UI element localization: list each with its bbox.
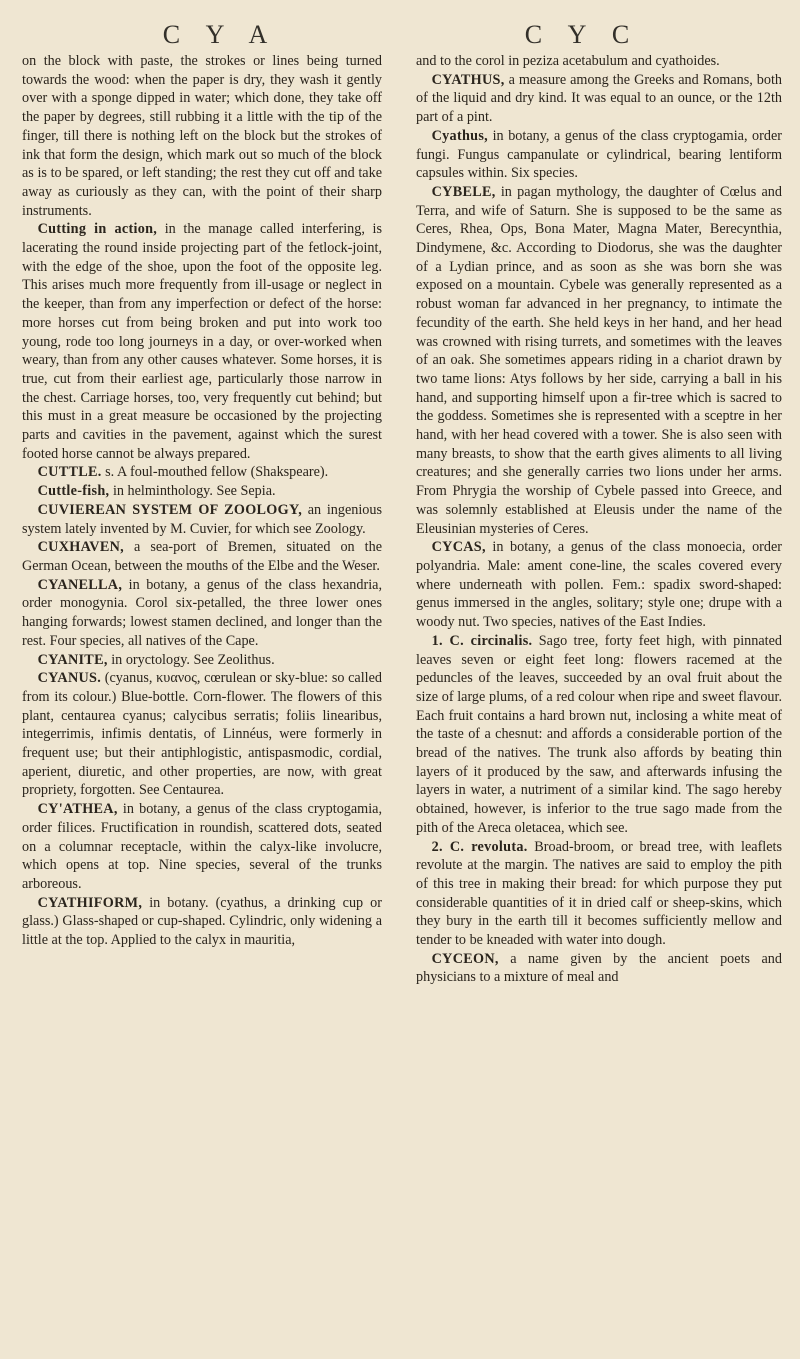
entry-headword: Cuttle-fish, — [37, 483, 110, 500]
entry-headword: CYATHIFORM, — [37, 894, 143, 911]
entry-headword: CY'ATHEA, — [37, 801, 118, 818]
entry-headword: CUXHAVEN, — [37, 539, 124, 556]
entry-paragraph — [22, 501, 382, 538]
entry-text: in botany, a genus of the class cryptogamia, order fungi. Fungus campanulate or cylindrical, bearing lentiform capsules within. Six species. — [416, 127, 782, 182]
entry-text: in botany. (cyathus, a drinking cup or glass.) Glass-shaped or cup-shaped. Cylindric, only widening a little at the top. Applied to the calyx in mauritia, — [22, 894, 382, 949]
entry-text: in helminthology. See Sepia. — [109, 483, 276, 500]
entry-headword: CYCAS, — [431, 539, 486, 556]
entry-headword: CYBELE, — [431, 183, 496, 200]
entry-text: a sea-port of Bremen, situated on the German Ocean, between the mouths of the Elbe and the Weser. — [22, 539, 382, 574]
entry-headword: 2. C. revoluta. — [431, 838, 528, 855]
entry-paragraph — [22, 800, 382, 894]
entry-headword: CYANITE, — [37, 651, 108, 668]
entry-headword: Cyathus, — [431, 127, 489, 144]
left-column — [22, 52, 382, 950]
entry-paragraph — [416, 71, 782, 127]
entry-headword: CYANUS. — [37, 670, 102, 687]
entry-paragraph — [22, 894, 382, 950]
entry-headword: CYATHUS, — [431, 71, 505, 88]
entry-paragraph — [22, 669, 382, 800]
entry-headword: CUTTLE. — [37, 464, 102, 481]
entry-paragraph — [22, 651, 382, 670]
entry-text: in botany, a genus of the class monoecia, order polyandria. Male: ament cone-line, the scales covered every where underneath with pollen. Fem.: spadix sword-shaped: genus immersed in the angles, solitary; style one; drupe with a woody nut. Two species, natives of the East Indies. — [416, 539, 782, 631]
entry-text: in botany, a genus of the class cryptogamia, order filices. Fructification in roundish, scattered dots, seated on a columnar receptacle, within the calyx-like involucre, which opens at top. Nine species, several of the trunks arboreous. — [22, 801, 382, 892]
entry-paragraph — [22, 482, 382, 501]
running-head-right: C Y C — [524, 20, 640, 49]
entry-paragraph — [22, 538, 382, 575]
entry-headword: CYANELLA, — [37, 576, 123, 593]
entry-text: and to the corol in peziza acetabulum and cyathoides. — [416, 53, 720, 69]
entry-text: a name given by the ancient poets and physicians to a mixture of meal and — [416, 950, 782, 986]
entry-text: Sago tree, forty feet high, with pinnated leaves seven or eight feet long: flowers racemed at the peduncles of the leaves, succeeded by an oval fruit about the size of large plums, of a red colour when ripe and sweet flavour. Each fruit contains a hard brown nut, inclosing a white meat of the taste of a chesnut: and affords a considerable portion of the bread of the natives. The trunk also affords by beating thin layers of it produced by the saw, and afterwards infusing the layers in water, a nutriment of a similar kind. The sago hereby obtained, however, is inferior to the true sago made from the pith of the Areca oletacea, which see. — [416, 632, 782, 836]
entry-paragraph — [22, 220, 382, 463]
entry-headword: CYCEON, — [431, 950, 499, 967]
entry-headword: Cutting in action, — [37, 221, 158, 238]
entry-paragraph — [416, 538, 782, 632]
right-column — [416, 52, 782, 987]
entry-headword: CUVIEREAN SYSTEM OF ZOOLOGY, — [37, 501, 303, 518]
entry-text: (cyanus, κυανος, cœrulean or sky-blue: so called from its colour.) Blue-bottle. Corn-flower. The flowers of this plant, centaurea cyanus; calycibus serratis; foliis linearibus, integerrimis, infimis dentatis, of Linnéus, were formerly in frequent use; but their antiphlogistic, antispasmodic, cordial, aperient, diuretic, and other properties, are now, with great propriety, forgotten. See Centaurea. — [22, 670, 382, 799]
entry-text: s. A foul-mouthed fellow (Shakspeare). — [101, 464, 329, 481]
running-head-left: C Y A — [162, 20, 278, 49]
entry-text: in oryctology. See Zeolithus. — [107, 651, 275, 668]
entry-paragraph — [416, 183, 782, 538]
entry-paragraph — [416, 127, 782, 183]
entry-text: in pagan mythology, the daughter of Cœlus and Terra, and wife of Saturn. She is supposed to be the same as Ceres, Rhea, Ops, Bona Mater, Magna Mater, Berecynthia, Dindymene, &c. According to Diodorus, she was the daughter of a Lydian prince, and as soon as she was born she was exposed on a mountain. Cybele was generally represented as a robust woman far advanced in her pregnancy, to intimate the fecundity of the earth. She held keys in her hand, and her head was crowned with rising turrets, and sometimes with the leaves of an oak. She sometimes appears riding in a chariot drawn by two tame lions: Atys follows by her side, carrying a ball in his hand, and supporting himself upon a fir-tree which is sacred to the goddess. Sometimes she is represented with a sceptre in her hand, with her head covered with a tower. She is also seen with many breasts, to show that the earth gives aliments to all living creatures; and she generally carries two lions under her arms. From Phrygia the worship of Cybele passed into Greece, and was solemnly established at Eleusis under the name of the Eleusinian mysteries of Ceres. — [416, 183, 782, 537]
entry-text: a measure among the Greeks and Romans, both of the liquid and dry kind. It was equal to an ounce, or the 12th part of a pint. — [416, 71, 782, 126]
entry-paragraph — [416, 950, 782, 987]
entry-text: Broad-broom, or bread tree, with leaflets revolute at the margin. The natives are said to employ the pith of this tree in making their bread: for which purpose they put considerable quantities of it in dried calf or sheep-skins, which they bury in the earth till it becomes sufficiently mellow and tender to be kneaded with water into dough. — [416, 838, 782, 949]
entry-paragraph — [416, 632, 782, 838]
entry-text: in the manage called interfering, is lacerating the round inside projecting part of the fetlock-joint, with the edge of the shoe, upon the foot of the opposite leg. This arises much more frequently from ill-usage or neglect in the keeper, than from any imperfection or defect of the horse: more horses cut from being broken and put into work too young, rode too long journeys in a day, or over-worked when weary, than from any other causes whatever. Some horses, it is true, cut from their earliest age, particularly those narrow in the chest. Carriage horses, too, very frequently cut behind; but this must in a great measure be occasioned by the projecting parts and cavities in the pavement, against which the surest footed horse cannot be always prepared. — [22, 221, 382, 462]
entry-text: on the block with paste, the strokes or lines being turned towards the wood: when the paper is dry, they wash it gently over with a sponge dipped in water; which done, they take off the paper by degrees, still rubbing it a little with the tip of the finger, till there is nothing left on the block but the strokes of ink that form the design, which mark out so much of the block as is to be spared, or left standing; the rest they cut off and take away as curiously as they can, with the point of their sharp instruments. — [22, 53, 382, 219]
entry-paragraph — [416, 838, 782, 950]
entry-paragraph — [22, 463, 382, 482]
entry-text: in botany, a genus of the class hexandria, order monogynia. Corol six-petalled, the three lower ones hanging forwards; lowest stamen declined, and longer than the rest. Four species, all natives of the Cape. — [22, 576, 382, 649]
entry-text: an ingenious system lately invented by M. Cuvier, for which see Zoology. — [22, 501, 382, 537]
entry-paragraph — [416, 52, 782, 71]
entry-paragraph — [22, 576, 382, 651]
entry-headword: 1. C. circinalis. — [431, 632, 533, 649]
entry-paragraph — [22, 52, 382, 220]
